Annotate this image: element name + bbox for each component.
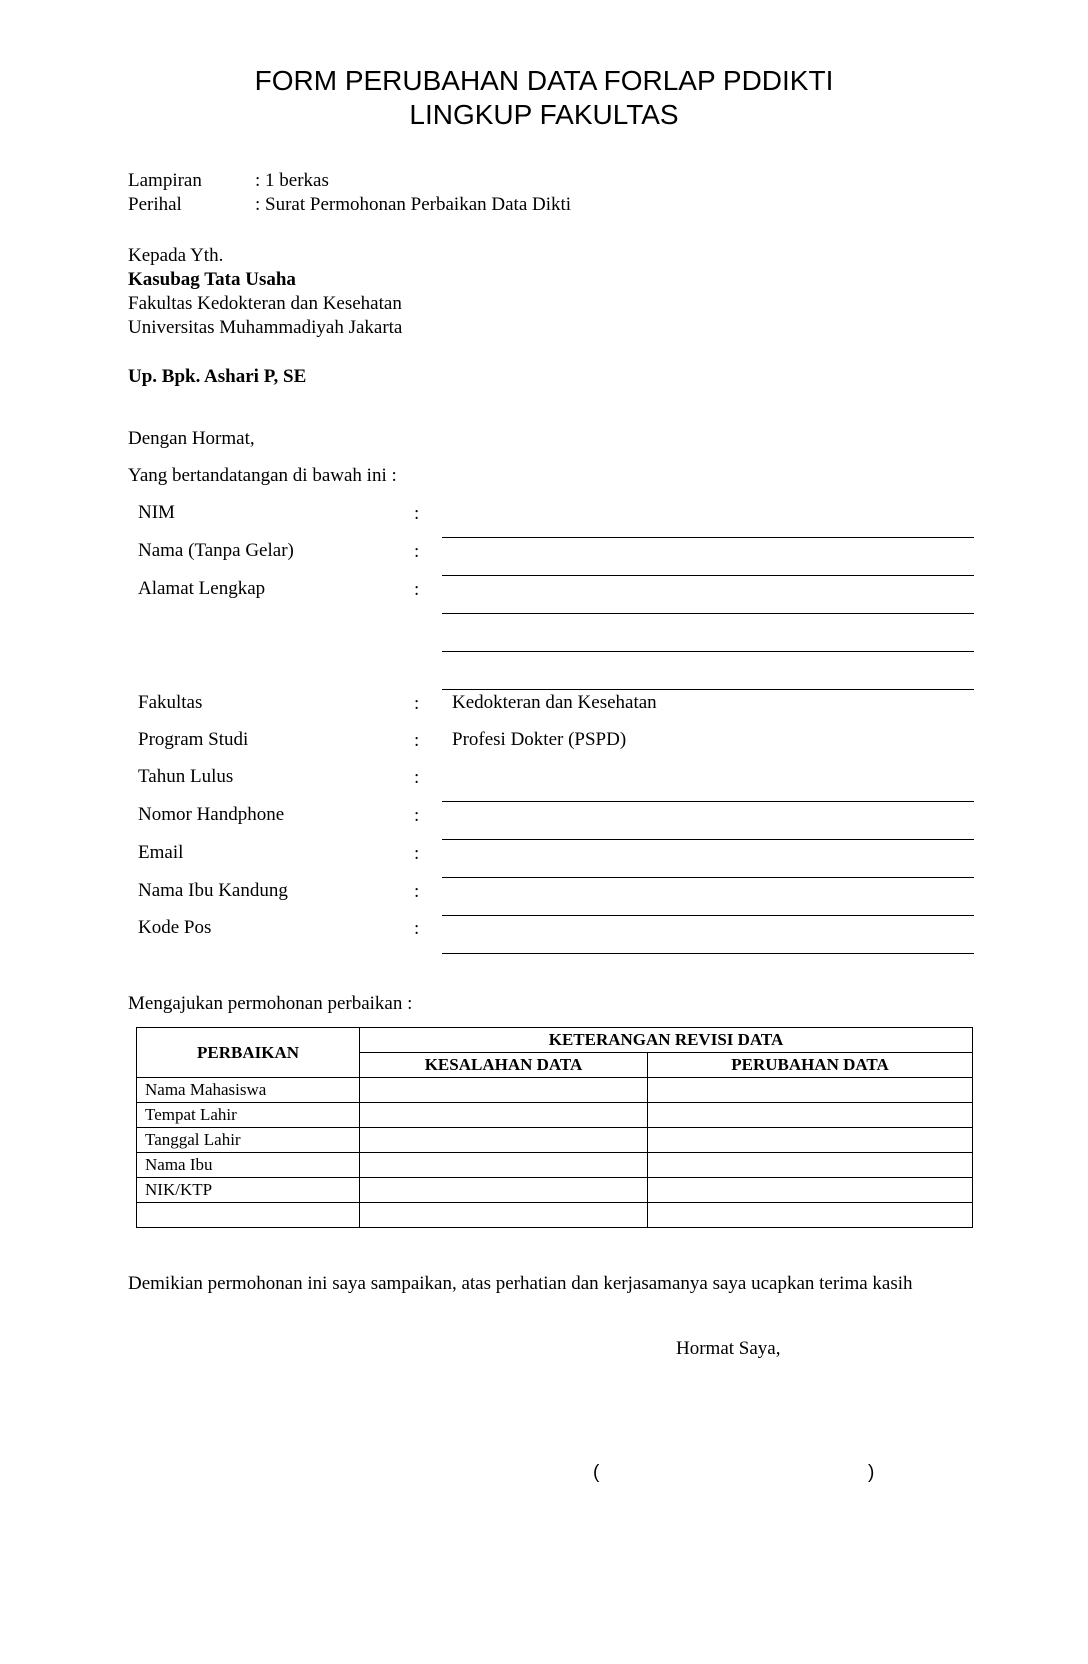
salutation: Dengan Hormat, (128, 428, 255, 449)
signature-paren-close: ) (868, 1462, 875, 1483)
alamat-input-line-2[interactable] (442, 651, 974, 652)
hp-input-line[interactable] (442, 839, 974, 840)
fakultas-value: Kedokteran dan Kesehatan (452, 692, 657, 713)
perubahan-cell[interactable] (648, 1178, 973, 1203)
kesalahan-cell[interactable] (360, 1103, 648, 1128)
perubahan-cell[interactable] (648, 1078, 973, 1103)
lampiran-label: Lampiran (128, 170, 202, 191)
col-group-header: KETERANGAN REVISI DATA (360, 1028, 973, 1053)
perubahan-cell[interactable] (648, 1128, 973, 1153)
table-row (137, 1078, 973, 1103)
addressee-university: Universitas Muhammadiyah Jakarta (128, 317, 403, 338)
ibu-label: Nama Ibu Kandung (138, 880, 288, 901)
hp-colon: : (414, 805, 420, 826)
fakultas-colon: : (414, 693, 420, 714)
row-label: Nama Ibu (137, 1153, 360, 1178)
form-title-line1: FORM PERUBAHAN DATA FORLAP PDDIKTI (254, 65, 834, 96)
col-kesalahan-header: KESALAHAN DATA (360, 1053, 648, 1078)
kesalahan-cell[interactable] (360, 1128, 648, 1153)
col-perubahan-header: PERUBAHAN DATA (648, 1053, 973, 1078)
nama-colon: : (414, 541, 420, 562)
signature-name-space[interactable] (606, 1458, 862, 1488)
addressee-position: Kasubag Tata Usaha (128, 269, 296, 290)
kodepos-colon: : (414, 918, 420, 939)
kodepos-input-line[interactable] (442, 953, 974, 954)
prodi-label: Program Studi (138, 729, 249, 750)
hp-label: Nomor Handphone (138, 804, 285, 825)
col-perbaikan-header: PERBAIKAN (137, 1028, 360, 1078)
revision-table (136, 1027, 973, 1228)
email-label: Email (138, 842, 184, 863)
nim-colon: : (414, 503, 420, 524)
sign-off: Hormat Saya, (676, 1338, 781, 1359)
prodi-colon: : (414, 730, 420, 751)
kesalahan-cell[interactable] (360, 1078, 648, 1103)
prodi-value: Profesi Dokter (PSPD) (452, 729, 627, 750)
table-row (137, 1153, 973, 1178)
nama-input-line[interactable] (442, 575, 974, 576)
kodepos-label: Kode Pos (138, 917, 212, 938)
perubahan-cell[interactable] (648, 1153, 973, 1178)
tahun-lulus-colon: : (414, 767, 420, 788)
form-title-line2: LINGKUP FAKULTAS (409, 99, 679, 130)
row-label: Nama Mahasiswa (137, 1078, 360, 1103)
tahun-lulus-input-line[interactable] (442, 801, 974, 802)
perubahan-cell[interactable] (648, 1203, 973, 1228)
alamat-colon: : (414, 579, 420, 600)
table-row (137, 1128, 973, 1153)
addressee-greeting: Kepada Yth. (128, 245, 224, 266)
ibu-input-line[interactable] (442, 915, 974, 916)
email-input-line[interactable] (442, 877, 974, 878)
perihal-value: : Surat Permohonan Perbaikan Data Dikti (255, 194, 572, 215)
closing-text: Demikian permohonan ini saya sampaikan, atas perhatian dan kerjasamanya saya ucapkan terima kasih (128, 1273, 913, 1294)
kesalahan-cell[interactable] (360, 1203, 648, 1228)
ibu-colon: : (414, 881, 420, 902)
request-intro: Mengajukan permohonan perbaikan : (128, 993, 413, 1014)
fakultas-label: Fakultas (138, 692, 203, 713)
table-row (137, 1103, 973, 1128)
table-row (137, 1203, 973, 1228)
row-label: Tempat Lahir (137, 1103, 360, 1128)
nim-input-line[interactable] (442, 537, 974, 538)
row-label[interactable] (137, 1203, 360, 1228)
tahun-lulus-label: Tahun Lulus (138, 766, 234, 787)
nim-label: NIM (138, 502, 175, 523)
row-label: NIK/KTP (137, 1178, 360, 1203)
table-row (137, 1178, 973, 1203)
intro-text: Yang bertandatangan di bawah ini : (128, 465, 397, 486)
alamat-input-line-3[interactable] (442, 689, 974, 690)
addressee-attention: Up. Bpk. Ashari P, SE (128, 366, 307, 387)
lampiran-value: : 1 berkas (255, 170, 329, 191)
addressee-faculty: Fakultas Kedokteran dan Kesehatan (128, 293, 402, 314)
signature-paren-open: ( (593, 1462, 600, 1483)
perubahan-cell[interactable] (648, 1103, 973, 1128)
email-colon: : (414, 843, 420, 864)
kesalahan-cell[interactable] (360, 1178, 648, 1203)
nama-label: Nama (Tanpa Gelar) (138, 540, 294, 561)
alamat-input-line-1[interactable] (442, 613, 974, 614)
kesalahan-cell[interactable] (360, 1153, 648, 1178)
alamat-label: Alamat Lengkap (138, 578, 266, 599)
perihal-label: Perihal (128, 194, 182, 215)
row-label: Tanggal Lahir (137, 1128, 360, 1153)
